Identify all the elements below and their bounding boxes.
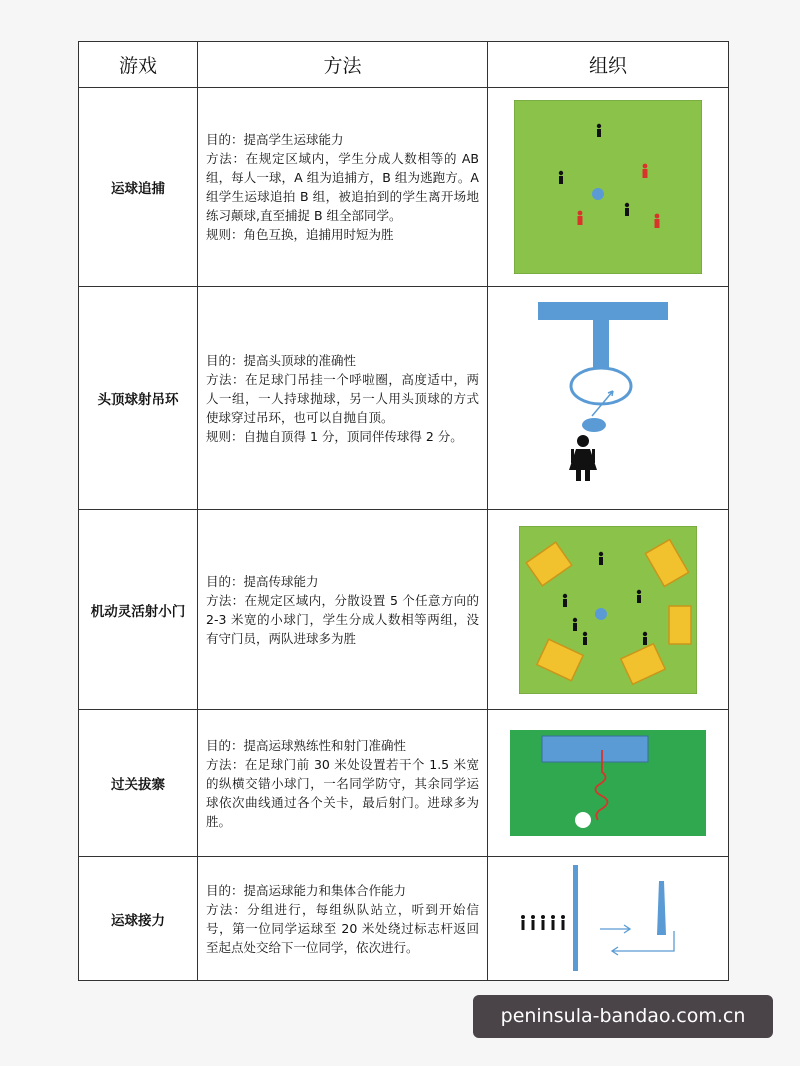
table-row xyxy=(79,710,729,857)
rule-text: 规则：角色互换，追捕用时短为胜 xyxy=(206,227,394,242)
method-cell xyxy=(198,510,488,710)
organization-cell xyxy=(488,287,729,510)
player-icon xyxy=(551,915,555,930)
method-text: 方法：在足球门吊挂一个呼啦圈，高度适中，两人一组，一人持球抛球，另一人用头顶球的方式使球穿过吊环，也可以自抛自顶。 xyxy=(206,371,479,425)
method-text: 方法：在规定区域内，学生分成人数相等的 AB 组，每人一球，A 组为追捕方，B 组为逃跑方。A 组学生运球追拍 B 组，被追拍到的学生离开场地练习颠球,直至捕捉 B 组全部同学。 xyxy=(206,151,479,223)
game-name: 头顶球射吊环 xyxy=(79,287,198,510)
purpose-text: 目的：提高传球能力 xyxy=(206,573,319,589)
chase-field-diagram xyxy=(514,100,702,274)
ball-icon xyxy=(575,812,591,828)
ball-icon xyxy=(582,418,606,432)
marker-pole xyxy=(657,881,666,935)
player-icon xyxy=(643,631,647,644)
method-cell xyxy=(198,88,488,287)
player-icon xyxy=(599,551,603,564)
player-icon xyxy=(643,164,648,178)
watermark: peninsula-bandao.com.cn xyxy=(473,995,773,1038)
player-icon xyxy=(561,915,565,930)
table-row xyxy=(79,857,729,981)
purpose-text: 目的：提高学生运球能力 xyxy=(206,132,344,147)
hanging-rod xyxy=(593,320,609,368)
game-name: 机动灵活射小门 xyxy=(79,510,198,710)
player-icon xyxy=(573,617,577,630)
ball-icon xyxy=(595,608,607,620)
method-cell xyxy=(198,710,488,857)
player-icon xyxy=(521,915,525,930)
header-hoop-diagram xyxy=(508,298,708,498)
games-table xyxy=(78,41,729,981)
game-name: 运球追捕 xyxy=(79,88,198,287)
header-method: 方法 xyxy=(198,42,488,88)
table-header-row xyxy=(79,42,729,88)
table-row xyxy=(79,510,729,710)
player-icon xyxy=(625,203,629,216)
header-organization: 组织 xyxy=(488,42,729,88)
arrow-icon xyxy=(600,925,630,933)
table-row xyxy=(79,88,729,287)
game-name: 过关拔寨 xyxy=(79,710,198,857)
player-icon xyxy=(578,211,583,225)
organization-cell xyxy=(488,88,729,287)
method-text: 方法：在规定区域内，分散设置 5 个任意方向的 2-3 米宽的小球门，学生分成人数相等两组，没有守门员，两队进球多为胜 xyxy=(206,592,479,646)
player-icon xyxy=(559,171,563,184)
purpose-text: 目的：提高头顶球的准确性 xyxy=(206,352,357,368)
player-icon xyxy=(563,593,567,606)
rule-text: 规则：自抛自顶得 1 分，顶同伴传球得 2 分。 xyxy=(206,428,463,444)
start-line xyxy=(573,865,578,971)
hoop-icon xyxy=(571,368,631,404)
small-goal xyxy=(669,606,691,644)
player-icon xyxy=(597,124,601,137)
method-text: 方法：分组进行，每组纵队站立，听到开始信号，第一位同学运球至 20 米处绕过标志杆返回至起点处交给下一位同学，依次进行。 xyxy=(206,901,479,955)
goal-crossbar xyxy=(538,302,668,320)
ball-icon xyxy=(592,188,604,200)
organization-cell xyxy=(488,510,729,710)
organization-cell xyxy=(488,710,729,857)
game-name: 运球接力 xyxy=(79,857,198,981)
header-game: 游戏 xyxy=(79,42,198,88)
dribble-shoot-diagram xyxy=(510,730,706,836)
purpose-text: 目的：提高运球能力和集体合作能力 xyxy=(206,882,407,898)
method-text: 方法：在足球门前 30 米处设置若干个 1.5 米宽的纵横交错小球门，一名同学防守，其余同学运球依次曲线通过各个关卡，最后射门。进球多为胜。 xyxy=(206,756,479,829)
player-icon xyxy=(637,589,641,602)
relay-diagram xyxy=(508,863,708,975)
person-icon xyxy=(569,435,597,481)
goal xyxy=(542,736,648,762)
player-icon xyxy=(541,915,545,930)
method-cell xyxy=(198,857,488,981)
method-cell xyxy=(198,287,488,510)
organization-cell xyxy=(488,857,729,981)
player-icon xyxy=(655,214,660,228)
purpose-text: 目的：提高运球熟练性和射门准确性 xyxy=(206,737,407,753)
player-icon xyxy=(583,631,587,644)
small-goals-diagram xyxy=(519,526,697,694)
field xyxy=(514,100,702,274)
table-row xyxy=(79,287,729,510)
player-icon xyxy=(531,915,535,930)
